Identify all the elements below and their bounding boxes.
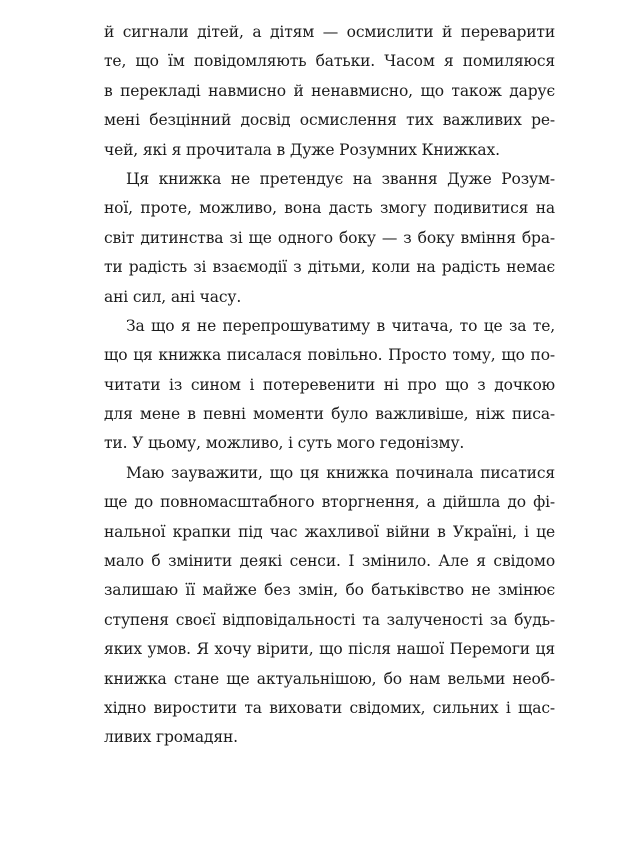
text-line: чей, які я прочитала в Дуже Розумних Книжках. (104, 140, 500, 159)
text-line: яких умов. Я хочу вірити, що після нашої Перемоги ця (104, 640, 555, 659)
text-line: книжка стане ще актуальнішою, бо нам вельми необ- (104, 669, 555, 688)
text-line: залишаю її майже без змін, бо батьківство не змінює (104, 581, 555, 600)
text-line: ані сил, ані часу. (104, 287, 242, 306)
text-line: в перекладі навмисно й ненавмисно, що також дарує (104, 81, 555, 100)
text-line: хідно виростити та виховати свідомих, сильних і щас- (104, 698, 555, 717)
paragraph (104, 459, 555, 753)
paragraph (104, 18, 555, 165)
text-line: ливих громадян. (104, 728, 238, 747)
text-line: ти радість зі взаємодії з дітьми, коли на радість немає (104, 258, 555, 277)
text-line: що ця книжка писалася повільно. Просто тому, що по- (104, 346, 555, 365)
text-line: ти. У цьому, можливо, і суть мого гедонізму. (104, 434, 465, 453)
text-line: ще до повномасштабного вторгнення, а дійшла до фі- (104, 493, 555, 512)
text-line: для мене в певні моменти було важливіше, ніж писа- (104, 405, 555, 424)
text-line: За що я не перепрошуватиму в читача, то це за те, (126, 316, 555, 335)
text-line: світ дитинства зі ще одного боку — з боку вміння бра- (104, 228, 555, 247)
text-line: й сигнали дітей, а дітям — осмислити й переварити (104, 23, 555, 41)
text-line: нальної крапки під час жахливої війни в Україні, і це (104, 522, 555, 541)
paragraph (104, 312, 555, 459)
text-line: мало б змінити деякі сенси. І змінило. Але я свідомо (104, 552, 555, 571)
text-line: Маю зауважити, що ця книжка починала писатися (126, 463, 555, 482)
body-text (104, 18, 555, 753)
paragraph (104, 165, 555, 312)
text-line: ступеня своєї відповідальності та залученості за будь- (104, 610, 555, 629)
text-line: Ця книжка не претендує на звання Дуже Розум- (126, 169, 555, 188)
text-line: читати із сином і потеревенити ні про що з дочкою (104, 375, 555, 394)
text-line: те, що їм повідомляють батьки. Часом я помиляюся (104, 52, 555, 71)
text-line: мені безцінний досвід осмислення тих важливих ре- (104, 111, 555, 130)
text-line: ної, проте, можливо, вона дасть змогу подивитися на (104, 199, 555, 218)
